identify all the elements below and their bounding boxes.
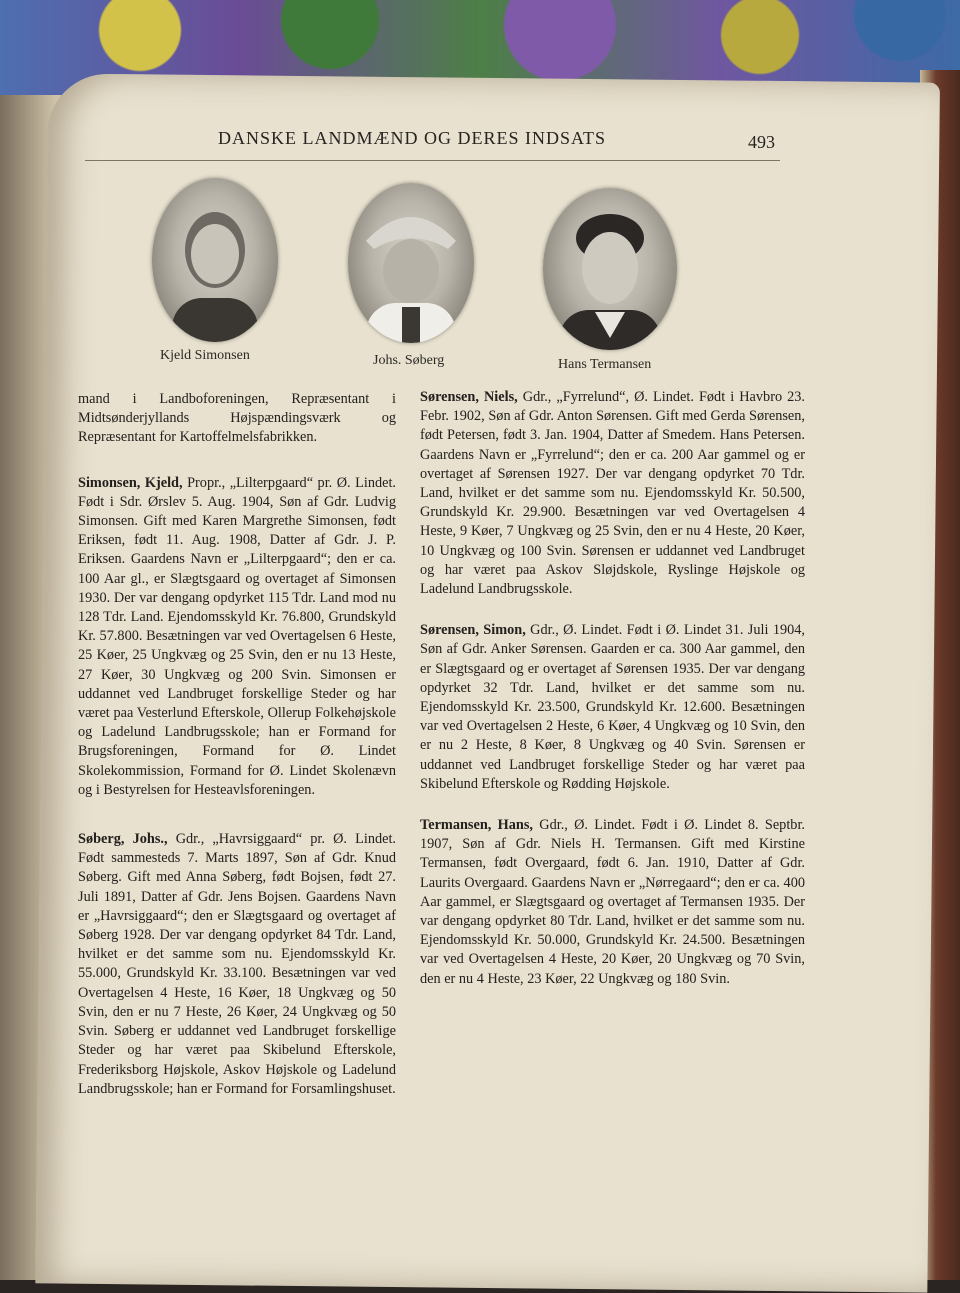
right-text-column bbox=[420, 388, 805, 1003]
caption-simonsen: Kjeld Simonsen bbox=[160, 348, 250, 363]
entry-name: Sørensen, Simon, bbox=[420, 622, 526, 639]
entry-simon-sorensen bbox=[420, 621, 805, 794]
entry-text: Propr., „Lilterpgaard“ pr. Ø. Lindet. Født i Sdr. Ørslev 5. Aug. 1904, Søn af Gdr. Ludvig Simonsen. Gift med Karen Margrethe Simonsen, født Eriksen, født 11. Aug. 1908, Datter af Gdr. J. P. Eriksen. Gaardens Navn er „Lilterpgaard“; den er ca. 100 Aar gl., er Slægtsgaard og overtaget af Simonsen 1930. Der var dengang opdyrket 115 Tdr. Land mod nu 128 Tdr. Land. Ejendomsskyld Kr. 76.800, Grundskyld Kr. 57.800. Besætningen var ved Overtagelsen 6 Heste, 25 Køer, 25 Ungkvæg og 25 Svin, den er nu 13 Heste, 27 Køer, 30 Ungkvæg og 200 Svin. Simonsen er uddannet ved Landbruget forskellige Steder og har været paa Vesterlund Efterskole, Ollerup Folkehøjskole og Ladelund Landbrugsskole; han er Formand for Brugsforeningen, Formand for Ø. Lindet Skolekommission, Formand for Ø. Lindet Skolenævn og i Bestyrelsen for Hesteavlsforeningen. bbox=[78, 474, 397, 798]
entry-text: Gdr., Ø. Lindet. Født i Ø. Lindet 8. Septbr. 1907, Søn af Gdr. Niels H. Termansen. Gift med Kirstine Termansen, født Overgaard, født 6. Jan. 1910, Datter af Gdr. Laurits Overgaard. Gaardens Navn er „Nørregaard“; den er ca. 400 Aar gammel, er Slægtsgaard og overtaget af Termansen 1935. Der var dengang opdyrket 80 Tdr. Land, hvilket er det samme som nu. Ejendomsskyld Kr. 50.000, Grundskyld Kr. 24.500. Besætningen var ved Overtagelsen 4 Heste, 20 Køer, 20 Ungkvæg og 70 Svin, den er nu 4 Heste, 23 Køer, 22 Ungkvæg og 180 Svin. bbox=[420, 817, 805, 987]
portrait-photo-soberg bbox=[348, 183, 474, 343]
entry-name: Søberg, Johs., bbox=[78, 831, 168, 848]
header-rule bbox=[85, 160, 780, 161]
portrait-photo-termansen bbox=[543, 188, 677, 350]
caption-soberg: Johs. Søberg bbox=[373, 353, 445, 368]
caption-termansen: Hans Termansen bbox=[558, 357, 652, 372]
entry-termansen bbox=[420, 816, 805, 989]
entry-soberg bbox=[78, 830, 396, 1099]
entry-text: Gdr., „Fyrrelund“, Ø. Lindet. Født i Havbro 23. Febr. 1902, Søn af Gdr. Anton Sørensen. Gift med Gerda Sørensen, født Petersen, født 3. Jan. 1904, Datter af Smedem. Hans Petersen. Gaardens Navn er „Fyrrelund“; den er ca. 200 Aar gammel og er overtaget af Sørensen 1927. Der var dengang opdyrket 70 Tdr. Land, hvilket er det samme som nu. Ejendomsskyld Kr. 50.500, Grundskyld Kr. 29.900. Besætningen var ved Overtagelsen 4 Heste, 9 Køer, 7 Ungkvæg og 25 Svin, den er nu 4 Heste, 20 Køer, 10 Ungkvæg og 100 Svin. Sørensen er uddannet ved Landbruget og har været paa Askov Sløjdskole, Ryslinge Højskole og Ladelund Landbrugsskole. bbox=[420, 389, 806, 598]
portrait-photo-simonsen bbox=[152, 178, 278, 342]
person-silhouette-icon bbox=[152, 178, 278, 342]
entry-niels-sorensen bbox=[420, 388, 805, 599]
left-text-column bbox=[78, 390, 396, 1113]
entry-text: Gdr., „Havrsiggaard“ pr. Ø. Lindet. Født sammesteds 7. Marts 1897, Søn af Gdr. Knud Søberg. Gift med Anna Søberg, født Bojsen, født 27. Juli 1891, Datter af Gdr. Jens Bojsen. Gaardens Navn er „Havrsiggaard“; den er Slægtsgaard og overtaget af Søberg 1928. Der var dengang opdyrket 84 Tdr. Land, hvilket er det samme som nu. Ejendomsskyld Kr. 55.000, Grundskyld Kr. 33.100. Besætningen var ved Overtagelsen 4 Heste, 16 Køer, 18 Ungkvæg og 50 Svin, den er nu 7 Heste, 26 Køer, 24 Ungkvæg og 50 Svin. Søberg er uddannet ved Landbruget forskellige Steder og har været paa Skibelund Efterskole, Frederiksborg Højskole, Askov Højskole og Ladelund Landbrugsskole; han er Formand for Forsamlingshuset. bbox=[78, 831, 397, 1097]
entry-text: Gdr., Ø. Lindet. Født i Ø. Lindet 31. Juli 1904, Søn af Gdr. Anker Sørensen. Gaarden er ca. 300 Aar gammel, den er Slægtsgaard og er overtaget af Sørensen 1935. Der var dengang opdyrket 32 Tdr. Land, hvilket er det samme som nu. Ejendomsskyld Kr. 23.500, Grundskyld Kr. 12.600. Besætningen var ved Overtagelsen 2 Heste, 6 Køer, 4 Ungkvæg og 10 Svin, den er nu 2 Heste, 8 Køer, 8 Ungkvæg og 40 Svin. Sørensen er uddannet ved Landbruget forskellige Steder og har været paa Skibelund Efterskole og Rødding Højskole. bbox=[420, 622, 805, 792]
running-head: DANSKE LANDMÆND OG DERES INDSATS bbox=[218, 128, 607, 148]
entry-name: Simonsen, Kjeld, bbox=[78, 474, 183, 491]
person-silhouette-icon bbox=[543, 188, 677, 350]
entry-name: Sørensen, Niels, bbox=[420, 389, 518, 405]
page-number: 493 bbox=[748, 132, 775, 152]
entry-name: Termansen, Hans, bbox=[420, 817, 533, 834]
continued-paragraph: mand i Landboforeningen, Repræsentant i Midtsønderjyllands Højspændingsværk og Repræsentant for Kartoffelmelsfabrikken. bbox=[78, 391, 396, 446]
person-silhouette-icon bbox=[348, 183, 474, 343]
entry-simonsen bbox=[78, 474, 396, 800]
